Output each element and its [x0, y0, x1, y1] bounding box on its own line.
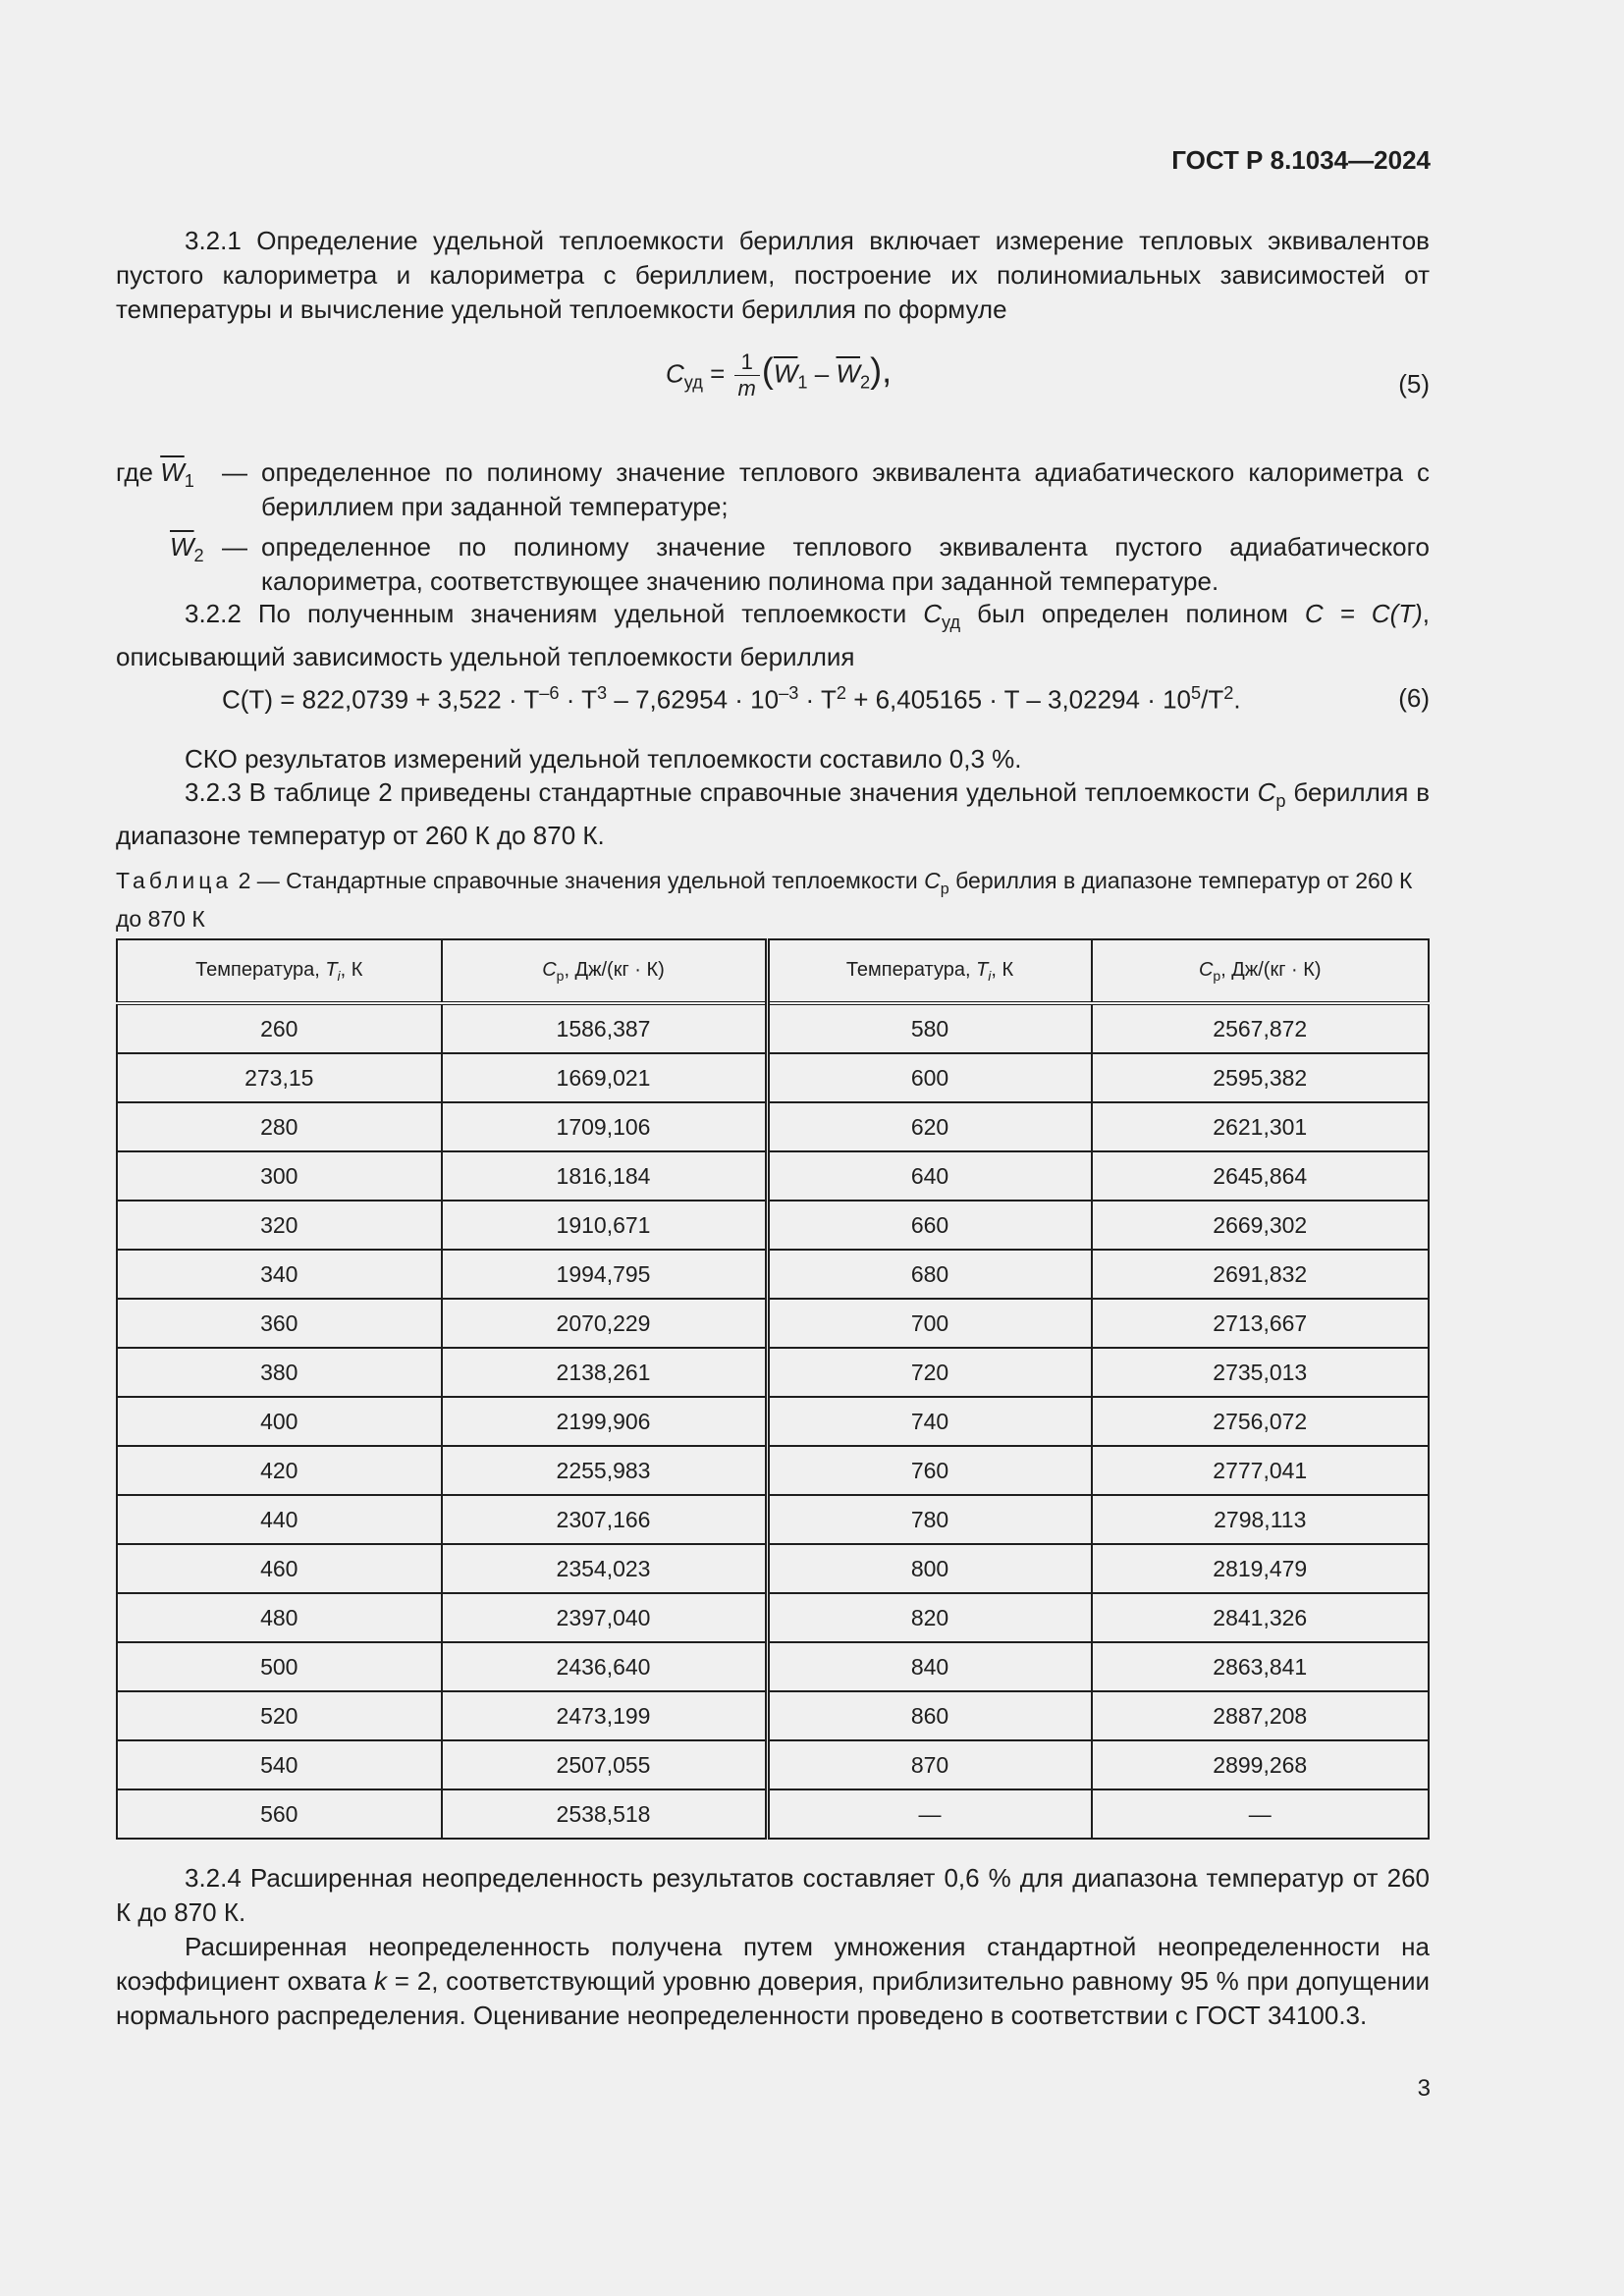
- table-row: [117, 1250, 1429, 1299]
- cell-temperature: 860: [767, 1691, 1092, 1740]
- table-row: [117, 1201, 1429, 1250]
- cell-temperature: 260: [117, 1003, 442, 1053]
- cell-heat-capacity: 2138,261: [442, 1348, 767, 1397]
- header-cp: $C_p$, Дж/(кг · К): [442, 939, 767, 1003]
- table-row: [117, 1446, 1429, 1495]
- cell-temperature: 870: [767, 1740, 1092, 1789]
- cell-heat-capacity: 2841,326: [1092, 1593, 1429, 1642]
- cell-heat-capacity: 2255,983: [442, 1446, 767, 1495]
- document-header: ГОСТ Р 8.1034—2024: [1171, 145, 1431, 175]
- cell-heat-capacity: 2887,208: [1092, 1691, 1429, 1740]
- cell-heat-capacity: 1669,021: [442, 1053, 767, 1102]
- cell-temperature: 440: [117, 1495, 442, 1544]
- cell-temperature: 760: [767, 1446, 1092, 1495]
- cell-heat-capacity: 2507,055: [442, 1740, 767, 1789]
- cell-temperature: 680: [767, 1250, 1092, 1299]
- cell-temperature: 560: [117, 1789, 442, 1839]
- cell-temperature: —: [767, 1789, 1092, 1839]
- header-cp: $C_p$, Дж/(кг · К): [1092, 939, 1429, 1003]
- paragraph-3-2-1: 3.2.1 Определение удельной теплоемкости бериллия включает измерение тепловых эквивалентов пустого калориметра и калориметра с бериллием, построение их полиномиальных зависимостей от температуры и вычисление удельной теплоемкости бериллия по формуле: [116, 226, 1430, 324]
- table-row: [117, 1299, 1429, 1348]
- paragraph-3-2-2: 3.2.2 По полученным значениям удельной теплоемкости $C_{уд}$ был определен полином C = C(T), описывающий зависимость удельной теплоемкости бериллия: [116, 599, 1430, 672]
- cell-heat-capacity: 1816,184: [442, 1151, 767, 1201]
- paragraph-expanded-uncertainty: Расширенная неопределенность получена путем умножения стандартной неопределенности на коэффициент охвата k = 2, соответствующий уровню доверия, приблизительно равному 95 % при допущении нормального распределения. Оценивание неопределенности проведено в соответствии с ГОСТ 34100.3.: [116, 1932, 1431, 2030]
- cell-temperature: 640: [767, 1151, 1092, 1201]
- cell-temperature: 380: [117, 1348, 442, 1397]
- cell-heat-capacity: 2397,040: [442, 1593, 767, 1642]
- cell-heat-capacity: 2756,072: [1092, 1397, 1429, 1446]
- fraction: $\frac{1}{m}$: [734, 349, 760, 401]
- cell-temperature: 660: [767, 1201, 1092, 1250]
- cell-heat-capacity: 1586,387: [442, 1003, 767, 1053]
- cell-heat-capacity: 2199,906: [442, 1397, 767, 1446]
- cell-heat-capacity: 2595,382: [1092, 1053, 1429, 1102]
- document-page: ГОСТ Р 8.1034—2024 3.2.1 Определение удельной теплоемкости бериллия включает измерение тепловых эквивалентов пустого калориметра и калориметра с бериллием, построение их полиномиальных зависимостей от температуры и вычисление удельной теплоемкости бериллия по формуле $C_{уд}$ = $\frac{1}{m}$ $(\overline{W}_1 - \overline{W}_2)$, (5) где $\overline{W}_1$ — определенное по полиному значение теплового эквивалента адиабатического калориметра с бериллием при заданной температуре; $\overline{W}_2$ — определенное по полиному значение теплового эквивалента пустого адиабатического калориметра, соответствующее значению полинома при заданной температуре. 3.2.2 По полученным значениям удельной теплоемкости $C_{уд}$ был определен полином C = C(T), описывающий зависимость удельной теплоемкости бериллия $C(T) = 822,0739 + 3,522 \cdot T^{-6} \cdot T^3 - 7,62954 \cdot 10^{-3} \cdot T^2 + 6,405165 \cdot T - 3,02294 \cdot 10^5/T^2$. (6) СКО результатов измерений удельной теплоемкости составило 0,3 %. 3.2.3 В таблице 2 приведены стандартные справочные значения удельной теплоемкости $C_p$ бериллия в диапазоне температур от 260 К до 870 К. Таблица 2 — Стандартные справочные значения удельной теплоемкости $C_p$ бериллия в диапазоне температур от 260 К до 870 К Температура, $T_i$, К $C_p$, Дж/(кг · К) Температура, $T_i$, К $C_p$, Дж/(кг · К) 260 1586,387 580 2567,872 273,15 1669,021 600 2595,382 280 1709,106 620 2621,301 300 1816,184 640 2645,864 320 1910,671 660 2669,302 340 1994,795 680 2691,832 360 2070,229 700 2713,667 380 2138,261 720 2735,013 400 2199,906 740 2756,072 420 2255,983 760 2777,041 440 2307,166 780 2798,113 460 2354,023 800 2819,479 480 2397,040 820 2841,326 500 2436,640 840 2863,841 520 2473,199 860 2887,208 540 2507,055 870 2899,268 560 2538,518 — — 3.2.4 Расширенная неопределенность результатов составляет 0,6 % для диапазона температур от 260 К до 870 К. Расширенная неопределенность получена путем умножения стандартной неопределенности на коэффициент охвата k = 2, соответствующий уровню доверия, приблизительно равному 95 % при допущении нормального распределения. Оценивание неопределенности проведено в соответствии с ГОСТ 34100.3. 3: [116, 145, 1431, 2102]
- header-temperature: Температура, $T_i$, К: [767, 939, 1092, 1003]
- cell-temperature: 340: [117, 1250, 442, 1299]
- table-row: [117, 1102, 1429, 1151]
- table-caption: Таблица 2 — Стандартные справочные значения удельной теплоемкости $C_p$ бериллия в диапазоне температур от 260 К до 870 К: [116, 868, 1413, 932]
- cell-temperature: 540: [117, 1740, 442, 1789]
- cell-temperature: 620: [767, 1102, 1092, 1151]
- cell-temperature: 820: [767, 1593, 1092, 1642]
- page-number: 3: [1417, 2075, 1431, 2102]
- cell-heat-capacity: 2354,023: [442, 1544, 767, 1593]
- table-header-row: [117, 939, 1429, 1003]
- cell-temperature: 520: [117, 1691, 442, 1740]
- where-w1: где $\overline{W}_1$ — определенное по полиному значение теплового эквивалента адиабатического калориметра с бериллием при заданной температуре;: [116, 457, 1430, 521]
- cell-heat-capacity: 2621,301: [1092, 1102, 1429, 1151]
- table-row: [117, 1397, 1429, 1446]
- cell-heat-capacity: 2538,518: [442, 1789, 767, 1839]
- cell-temperature: 840: [767, 1642, 1092, 1691]
- paragraph-3-2-4: 3.2.4 Расширенная неопределенность результатов составляет 0,6 % для диапазона температур от 260 К до 870 К.: [116, 1863, 1430, 1927]
- cell-heat-capacity: 1709,106: [442, 1102, 767, 1151]
- cell-heat-capacity: 2645,864: [1092, 1151, 1429, 1201]
- cell-heat-capacity: 2567,872: [1092, 1003, 1429, 1053]
- cell-temperature: 320: [117, 1201, 442, 1250]
- paragraph-sko: СКО результатов измерений удельной теплоемкости составило 0,3 %.: [185, 744, 1022, 774]
- cell-temperature: 400: [117, 1397, 442, 1446]
- cell-heat-capacity: 2713,667: [1092, 1299, 1429, 1348]
- table-body: [117, 1003, 1429, 1839]
- cell-temperature: 420: [117, 1446, 442, 1495]
- cell-heat-capacity: 2436,640: [442, 1642, 767, 1691]
- table-row: [117, 1053, 1429, 1102]
- cell-temperature: 580: [767, 1003, 1092, 1053]
- cell-temperature: 360: [117, 1299, 442, 1348]
- table-row: [117, 1740, 1429, 1789]
- cell-heat-capacity: 2863,841: [1092, 1642, 1429, 1691]
- table-row: [117, 1495, 1429, 1544]
- table-row: [117, 1544, 1429, 1593]
- cell-heat-capacity: —: [1092, 1789, 1429, 1839]
- where-w2: $\overline{W}_2$ — определенное по полиному значение теплового эквивалента пустого адиабатического калориметра, соответствующее значению полинома при заданной температуре.: [170, 532, 1430, 596]
- cell-heat-capacity: 1910,671: [442, 1201, 767, 1250]
- cell-heat-capacity: 2819,479: [1092, 1544, 1429, 1593]
- cell-temperature: 720: [767, 1348, 1092, 1397]
- cell-temperature: 500: [117, 1642, 442, 1691]
- cell-temperature: 280: [117, 1102, 442, 1151]
- cell-temperature: 800: [767, 1544, 1092, 1593]
- table-row: [117, 1691, 1429, 1740]
- cell-temperature: 740: [767, 1397, 1092, 1446]
- cell-heat-capacity: 2307,166: [442, 1495, 767, 1544]
- equation-number: (5): [1398, 369, 1430, 399]
- cell-heat-capacity: 2070,229: [442, 1299, 767, 1348]
- equation-number: (6): [1398, 683, 1430, 713]
- cell-temperature: 480: [117, 1593, 442, 1642]
- cell-temperature: 300: [117, 1151, 442, 1201]
- table-row: [117, 1348, 1429, 1397]
- cell-heat-capacity: 2669,302: [1092, 1201, 1429, 1250]
- paragraph-3-2-3: 3.2.3 В таблице 2 приведены стандартные справочные значения удельной теплоемкости $C_p$ бериллия в диапазоне температур от 260 К до 870 К.: [116, 777, 1431, 851]
- cell-temperature: 600: [767, 1053, 1092, 1102]
- cell-heat-capacity: 2691,832: [1092, 1250, 1429, 1299]
- cell-temperature: 780: [767, 1495, 1092, 1544]
- table-row: [117, 1151, 1429, 1201]
- cell-temperature: 273,15: [117, 1053, 442, 1102]
- table-row: [117, 1789, 1429, 1839]
- cell-heat-capacity: 2798,113: [1092, 1495, 1429, 1544]
- cell-heat-capacity: 2735,013: [1092, 1348, 1429, 1397]
- cell-heat-capacity: 1994,795: [442, 1250, 767, 1299]
- cell-temperature: 700: [767, 1299, 1092, 1348]
- cell-heat-capacity: 2473,199: [442, 1691, 767, 1740]
- heat-capacity-table: [116, 938, 1430, 1840]
- table-row: [117, 1593, 1429, 1642]
- table-row: [117, 1003, 1429, 1053]
- cell-temperature: 460: [117, 1544, 442, 1593]
- cell-heat-capacity: 2899,268: [1092, 1740, 1429, 1789]
- table-row: [117, 1642, 1429, 1691]
- header-temperature: Температура, $T_i$, К: [117, 939, 442, 1003]
- cell-heat-capacity: 2777,041: [1092, 1446, 1429, 1495]
